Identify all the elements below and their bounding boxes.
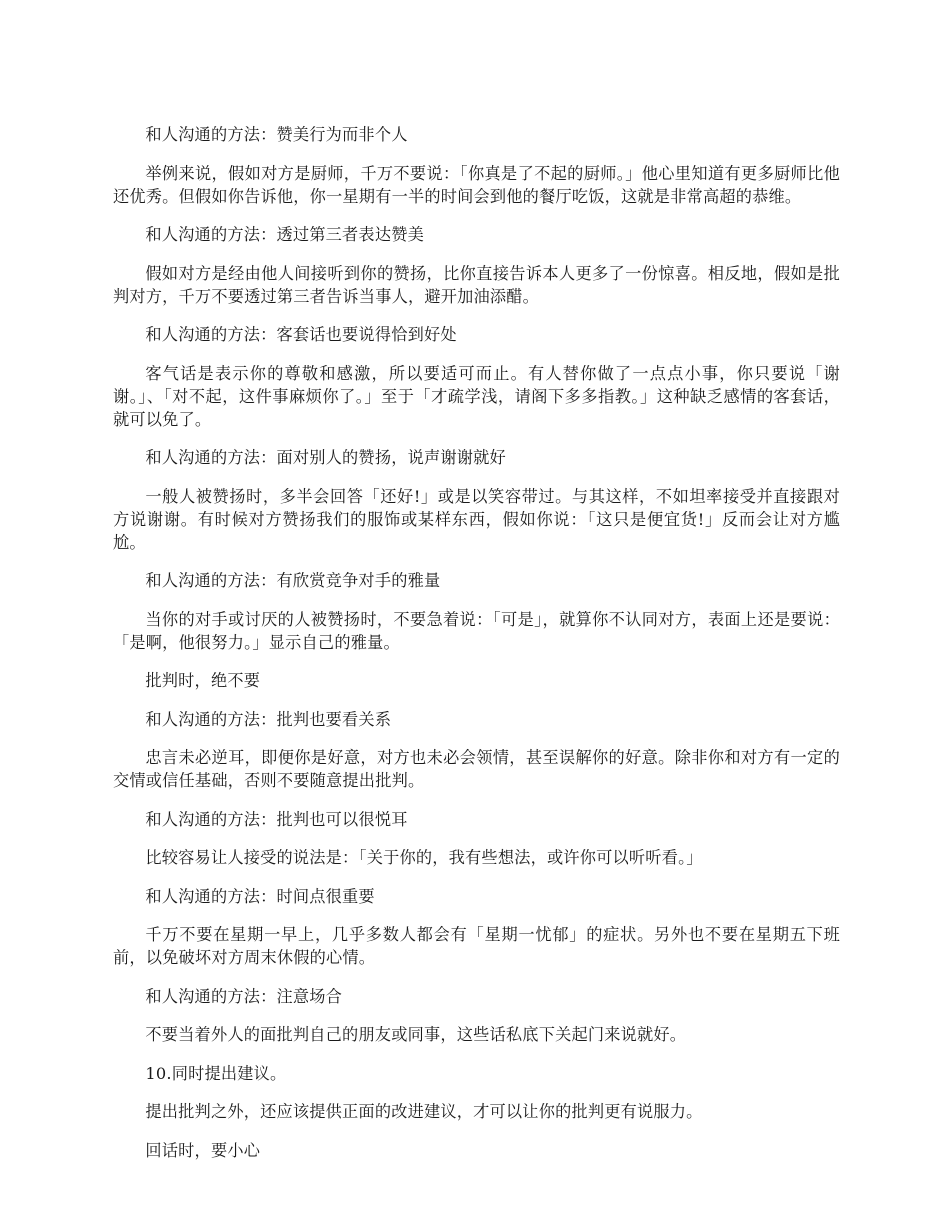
section-heading-say-thanks: 和人沟通的方法：面对别人的赞扬，说声谢谢就好 xyxy=(145,448,506,467)
paragraph-occasion: 不要当着外人的面批判自己的朋友或同事，这些话私底下关起门来说就好。 xyxy=(145,1025,687,1044)
paragraph-third-party-praise: 假如对方是经由他人间接听到你的赞扬，比你直接告诉本人更多了一份惊喜。相反地，假如是批判对方，千万不要透过第三者告诉当事人，避开加油添醋。 xyxy=(113,263,840,306)
document-page xyxy=(113,123,840,1177)
paragraph-timing: 千万不要在星期一早上，几乎多数人都会有「星期一忧郁」的症状。另外也不要在星期五下班前，以免破坏对方周末休假的心情。 xyxy=(113,925,840,967)
section-heading-criticism-relationship: 和人沟通的方法：批判也要看关系 xyxy=(145,709,392,729)
paragraph-criticism-relationship: 忠言未必逆耳，即便你是好意，对方也未必会领情，甚至误解你的好意。除非你和对方有一定的交情或信任基础，否则不要随意提出批判。 xyxy=(113,748,840,790)
section-heading-pleasant-criticism: 和人沟通的方法：批判也可以很悦耳 xyxy=(145,809,408,829)
paragraph-polite-words: 客气话是表示你的尊敬和感激，所以要适可而止。有人替你做了一点点小事，你只要说「谢谢。」、「对不起，这件事麻烦你了。」至于「才疏学浅，请阁下多多指教。」这种缺乏感情的客套话，就可以免了。 xyxy=(113,363,840,429)
section-heading-timing: 和人沟通的方法：时间点很重要 xyxy=(145,886,375,906)
paragraph-suggestions: 提出批判之外，还应该提供正面的改进建议，才可以让你的批判更有说服力。 xyxy=(145,1102,703,1121)
paragraph-pleasant-criticism: 比较容易让人接受的说法是：「关于你的，我有些想法，或许你可以听听看。」 xyxy=(145,848,703,867)
section-heading-third-party-praise: 和人沟通的方法：透过第三者表达赞美 xyxy=(145,225,424,244)
paragraph-say-thanks: 一般人被赞扬时，多半会回答「还好!」或是以笑容带过。与其这样，不如坦率接受并直接跟对方说谢谢。有时候对方赞扬我们的服饰或某样东西，假如你说：「这只是便宜货!」反而会让对方尴尬。 xyxy=(113,486,840,552)
section-heading-occasion: 和人沟通的方法：注意场合 xyxy=(145,986,343,1006)
paragraph-praise-behavior: 举例来说，假如对方是厨师，千万不要说：「你真是了不起的厨师。」他心里知道有更多厨师比他还优秀。但假如你告诉他，你一星期有一半的时间会到他的餐厅吃饭，这就是非常高超的恭维。 xyxy=(113,163,840,206)
section-heading-appreciate-rivals: 和人沟通的方法：有欣赏竞争对手的雅量 xyxy=(145,571,441,590)
section-heading-polite-words: 和人沟通的方法：客套话也要说得恰到好处 xyxy=(145,325,457,344)
section-heading-suggestions: 10.同时提出建议。 xyxy=(145,1063,287,1083)
section-heading-criticism: 批判时，绝不要 xyxy=(145,671,261,690)
section-heading-praise-behavior: 和人沟通的方法：赞美行为而非个人 xyxy=(145,125,408,144)
section-heading-replying: 回话时，要小心 xyxy=(145,1140,261,1160)
paragraph-appreciate-rivals: 当你的对手或讨厌的人被赞扬时，不要急着说：「可是」，就算你不认同对方，表面上还是要说：「是啊，他很努力。」显示自己的雅量。 xyxy=(113,609,840,652)
